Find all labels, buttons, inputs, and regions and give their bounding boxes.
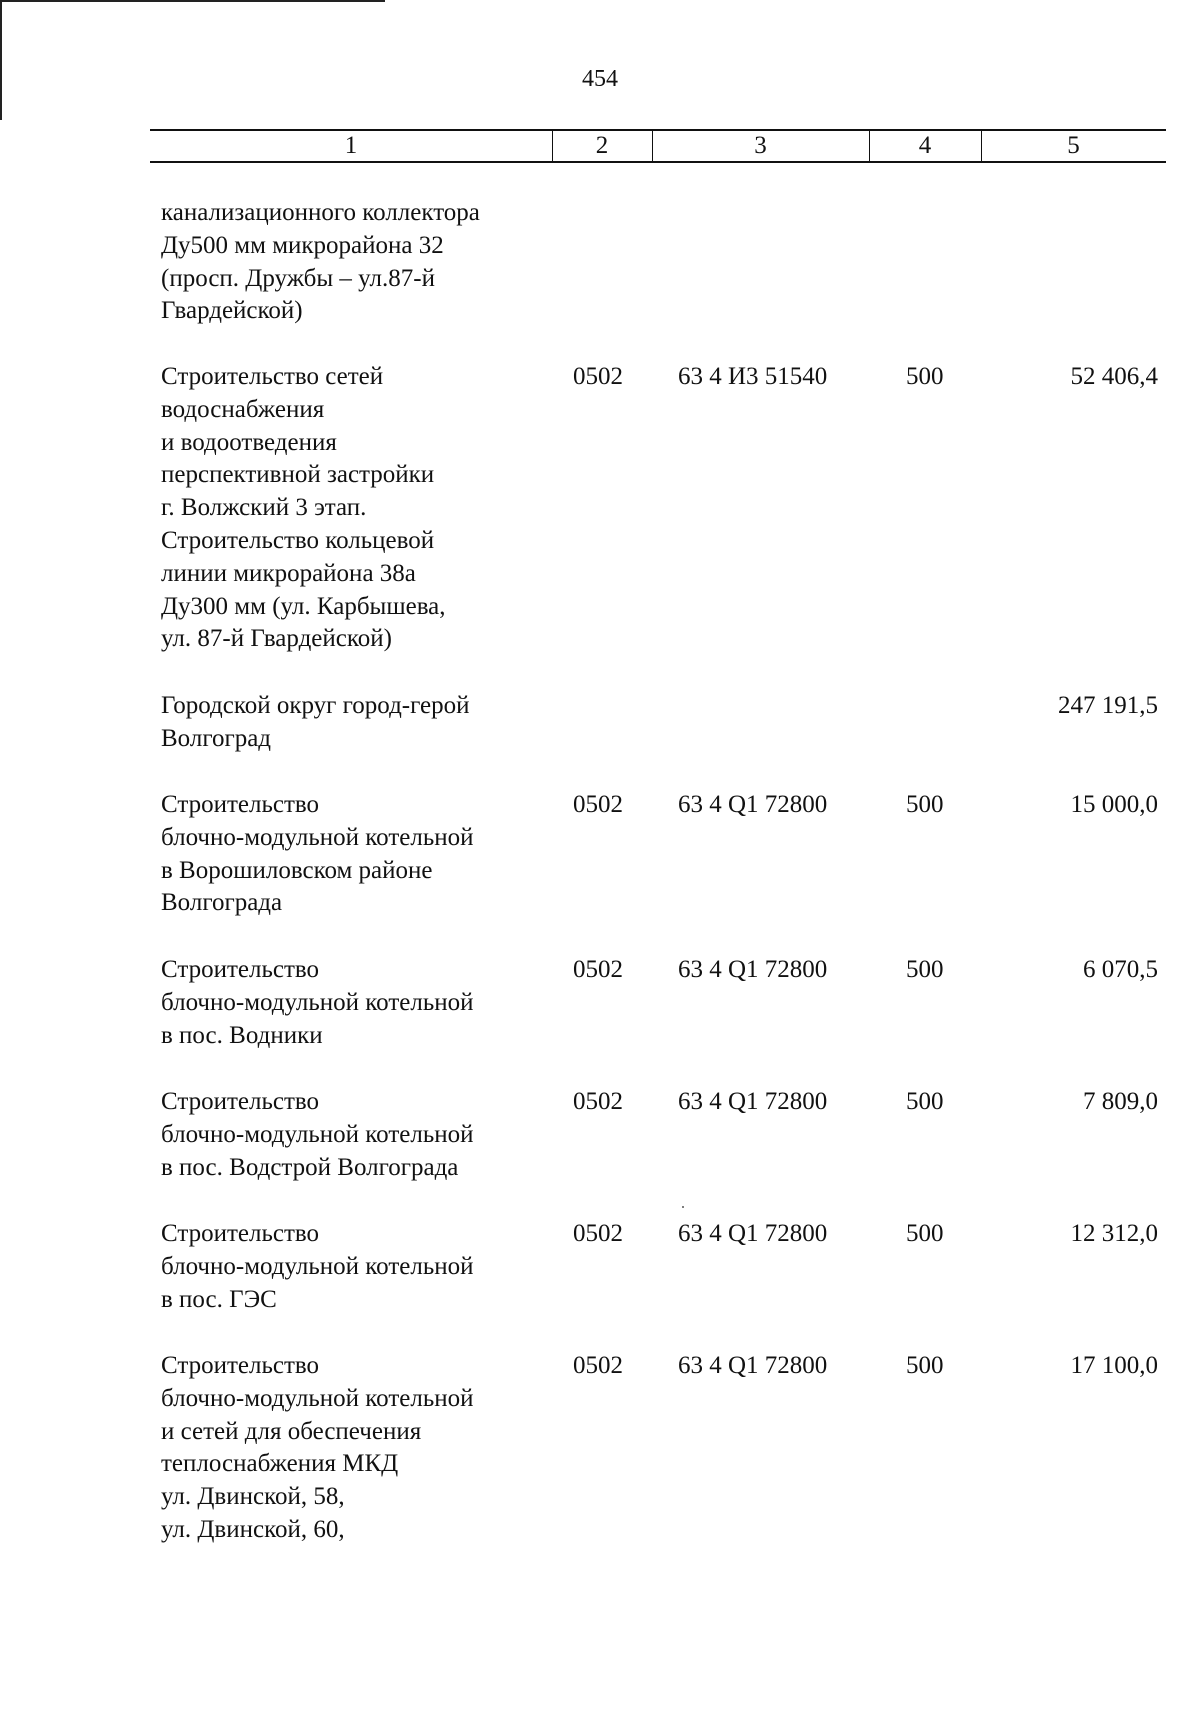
column-header-2: 2 xyxy=(595,132,609,159)
row-section-code: 0502 xyxy=(573,956,623,983)
row-target-code: 63 4 Q1 72800 xyxy=(678,1352,828,1379)
row-target-code: 63 4 Q1 72800 xyxy=(678,1220,828,1247)
row-section-code: 0502 xyxy=(573,1220,623,1247)
row-section-code: 0502 xyxy=(573,1088,623,1115)
row-amount: 17 100,0 xyxy=(1070,1352,1158,1379)
row-description: Строительство блочно-модульной котельной в пос. Водники xyxy=(161,956,474,1049)
row-amount: 15 000,0 xyxy=(1070,791,1158,818)
row-expense-type: 500 xyxy=(906,1352,944,1379)
scan-edge-top xyxy=(0,0,385,2)
row-description: Строительство блочно-модульной котельной в пос. ГЭС xyxy=(161,1220,474,1313)
row-target-code: 63 4 Q1 72800 xyxy=(678,1088,828,1115)
row-section-code: 0502 xyxy=(573,791,623,818)
row-description: Строительство блочно-модульной котельной в пос. Водстрой Волгограда xyxy=(161,1088,474,1181)
row-section-code: 0502 xyxy=(573,1352,623,1379)
row-amount: 7 809,0 xyxy=(1083,1088,1158,1115)
row-description: Строительство блочно-модульной котельной и сетей для обеспечения теплоснабжения МКД ул. Двинской, 58, ул. Двинской, 60, xyxy=(161,1352,474,1543)
column-header-1: 1 xyxy=(344,132,358,159)
row-expense-type: 500 xyxy=(906,1220,944,1247)
row-description: Городской округ город-герой Волгоград xyxy=(161,692,470,752)
row-target-code: 63 4 Q1 72800 xyxy=(678,956,828,983)
scan-speck xyxy=(682,1206,684,1208)
row-target-code: 63 4 И3 51540 xyxy=(678,363,828,390)
row-expense-type: 500 xyxy=(906,791,944,818)
row-expense-type: 500 xyxy=(906,363,944,390)
row-section-code: 0502 xyxy=(573,363,623,390)
row-target-code: 63 4 Q1 72800 xyxy=(678,791,828,818)
row-expense-type: 500 xyxy=(906,1088,944,1115)
row-description: Строительство сетей водоснабжения и водоотведения перспективной застройки г. Волжский 3 этап. Строительство кольцевой линии микрорайона 38а Ду300 мм (ул. Карбышева, ул. 87-й Гвардейской) xyxy=(161,363,446,653)
scan-edge-left xyxy=(0,0,2,120)
column-header-4: 4 xyxy=(918,132,932,159)
row-amount: 12 312,0 xyxy=(1070,1220,1158,1247)
row-amount: 6 070,5 xyxy=(1083,956,1158,983)
page-number: 454 xyxy=(582,66,618,92)
column-header-3: 3 xyxy=(754,132,767,159)
column-header-row xyxy=(150,129,1166,163)
column-header-5: 5 xyxy=(1067,132,1080,159)
row-expense-type: 500 xyxy=(906,956,944,983)
row-description: Строительство блочно-модульной котельной в Ворошиловском районе Волгограда xyxy=(161,791,474,917)
row-amount: 247 191,5 xyxy=(1058,692,1158,719)
row-amount: 52 406,4 xyxy=(1070,363,1158,390)
row-description: канализационного коллектора Ду500 мм микрорайона 32 (просп. Дружбы – ул.87-й Гвардейской) xyxy=(161,199,480,325)
